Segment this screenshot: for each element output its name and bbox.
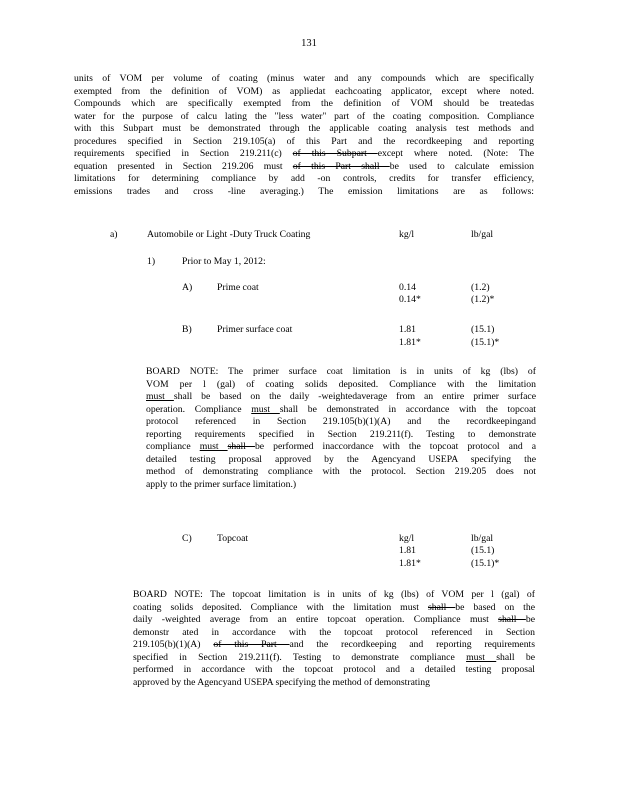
section-a-label: a): [110, 229, 118, 240]
text-run: BOARD NOTE: The primer surface coat limitation is in units of kg (lbs) of: [146, 366, 536, 377]
text-run: demonstr ated in accordance with the topcoat protocol referenced in Section: [133, 626, 535, 638]
intro-line: [74, 73, 534, 85]
text-run: VOM per l (gal) of coating solids deposited. Compliance with the limitation: [146, 378, 536, 390]
text-run: method of demonstrating compliance with the protocol. Section 219.205 does not: [146, 466, 536, 478]
board-note-2-line: [133, 627, 535, 639]
struck-text: of this Part: [213, 639, 290, 651]
text-run: detailed testing proposal approved by the Agencyand USEPA specifying the: [146, 453, 536, 465]
subsection-1-label: 1): [147, 256, 156, 267]
board-note-1-line: [146, 454, 536, 466]
item-a-label: A): [182, 282, 193, 293]
text-run: shall be: [496, 651, 535, 663]
item-b-lb-value: (15.1): [471, 324, 495, 335]
item-c-name: Topcoat: [217, 533, 249, 544]
text-run: requirements specified in Section 219.211(c): [74, 148, 293, 160]
text-run: performed in accordance with the topcoat protocol and a detailed testing proposal: [133, 664, 535, 676]
item-b-lb-value-alt: (15.1)*: [471, 337, 500, 348]
intro-line: [74, 136, 534, 148]
intro-line: [74, 111, 534, 123]
header-lb-per-gal: lb/gal: [471, 229, 494, 240]
struck-text: shall: [227, 441, 255, 453]
text-run: emissions trades and cross -line averaging.) The emission limitations are as follows:: [74, 185, 534, 197]
text-run: except where noted. (Note: The: [377, 148, 534, 160]
intro-line: [74, 86, 534, 98]
text-run: reporting requirements specified in Section 219.211(f). Testing to demonstrate: [146, 428, 536, 440]
text-run: be performed inaccordance with the topcoat protocol and a: [254, 441, 536, 453]
item-c-lb-value-alt: (15.1)*: [471, 558, 500, 569]
inserted-text: must: [146, 391, 174, 403]
item-b-label: B): [182, 324, 192, 335]
item-a-kg-value: 0.14: [399, 282, 416, 293]
board-note-1-line: [146, 441, 536, 453]
text-run: apply to the primer surface limitation.): [146, 478, 297, 490]
item-a-name: Prime coat: [217, 282, 259, 293]
text-run: units of VOM per volume of coating (minus water and any compounds which are specifically: [74, 73, 534, 84]
struck-text: of this Subpart: [292, 148, 378, 160]
section-a-title: Automobile or Light -Duty Truck Coating: [147, 229, 311, 240]
text-run: and the recordkeeping and reporting requirements: [289, 639, 535, 651]
inserted-text: must: [466, 651, 497, 663]
text-run: daily -weighted average from an entire topcoat operation. Compliance must: [133, 614, 499, 626]
text-run: protocol referenced in Section 219.105(b)(1)(A) and the recordkeepingand: [146, 416, 536, 428]
text-run: shall be demonstrated in accordance with the topcoat: [279, 403, 536, 415]
board-note-1-line: [146, 366, 536, 378]
inserted-text: must: [251, 403, 280, 415]
item-c-kg-value-alt: 1.81*: [399, 558, 421, 569]
item-a-lb-value-alt: (1.2)*: [471, 294, 495, 305]
text-run: coating solids deposited. Compliance with the limitation must: [133, 601, 428, 613]
intro-line: [74, 161, 534, 173]
intro-line: [74, 148, 534, 160]
text-run: specified in Section 219.211(f). Testing to demonstrate compliance: [133, 651, 467, 663]
text-run: exempted from the definition of VOM) as appliedat eachcoating applicator, except where noted.: [74, 85, 534, 97]
text-run: limitations for determining compliance by add -on controls, credits for transfer efficiency,: [74, 173, 534, 185]
intro-line: [74, 123, 534, 135]
board-note-2-line: [133, 652, 535, 664]
item-b-name: Primer surface coat: [217, 324, 293, 335]
text-run: Compounds which are specifically exempted from the definition of VOM should be treatedas: [74, 98, 534, 110]
header-kg-per-liter: kg/l: [399, 229, 415, 240]
text-run: 219.105(b)(1)(A): [133, 639, 214, 651]
item-b-kg-value-alt: 1.81*: [399, 337, 421, 348]
text-run: be based on the: [455, 601, 535, 613]
board-note-1-line: [146, 429, 536, 441]
board-note-1-line: [146, 466, 536, 478]
board-note-1-line: [146, 379, 536, 391]
board-note-2-line: [133, 614, 535, 626]
struck-text: of this Part shall: [292, 160, 390, 172]
board-note-1-line: [146, 391, 536, 403]
item-c-lb-value: (15.1): [471, 545, 495, 556]
text-run: water for the purpose of calcu lating the "less water" part of the coating composition. Compliance: [74, 110, 534, 122]
text-run: with this Subpart must be demonstrated through the applicable coating analysis test methods and: [74, 123, 534, 135]
inserted-text: must: [199, 441, 228, 453]
text-run: operation. Compliance: [146, 403, 252, 415]
struck-text: shall: [498, 614, 526, 626]
text-run: be: [525, 614, 535, 626]
item-b-kg-value: 1.81: [399, 324, 416, 335]
board-note-2-line: [133, 602, 535, 614]
board-note-2-line: [133, 677, 430, 689]
intro-line: [74, 173, 534, 185]
text-run: be used to calculate emission: [389, 160, 534, 172]
text-run: approved by the Agencyand USEPA specifying the method of demonstrating: [133, 676, 430, 688]
board-note-1-line: [146, 479, 296, 491]
text-run: equation presented in Section 219.206 must: [74, 160, 293, 172]
board-note-1-line: [146, 404, 536, 416]
subsection-1-title: Prior to May 1, 2012:: [182, 256, 266, 267]
page-number: 131: [301, 38, 317, 49]
struck-text: shall: [428, 601, 456, 613]
board-note-2-line: [133, 639, 535, 651]
intro-line: [74, 186, 534, 198]
item-c-label: C): [182, 533, 192, 544]
text-run: BOARD NOTE: The topcoat limitation is in units of kg (lbs) of VOM per l (gal) of: [133, 589, 535, 600]
item-c-kg-header: kg/l: [399, 533, 415, 544]
item-a-lb-value: (1.2): [471, 282, 490, 293]
intro-line: [74, 98, 534, 110]
text-run: shall be based on the daily -weightedaverage from an entire primer surface: [173, 391, 536, 403]
item-a-kg-value-alt: 0.14*: [399, 294, 421, 305]
text-run: procedures specified in Section 219.105(a) of this Part and the recordkeeping and reporting: [74, 135, 534, 147]
board-note-1-line: [146, 416, 536, 428]
board-note-2-line: [133, 664, 535, 676]
board-note-2-line: [133, 589, 535, 601]
text-run: compliance: [146, 441, 200, 453]
item-c-kg-value: 1.81: [399, 545, 416, 556]
item-c-lb-header: lb/gal: [471, 533, 494, 544]
